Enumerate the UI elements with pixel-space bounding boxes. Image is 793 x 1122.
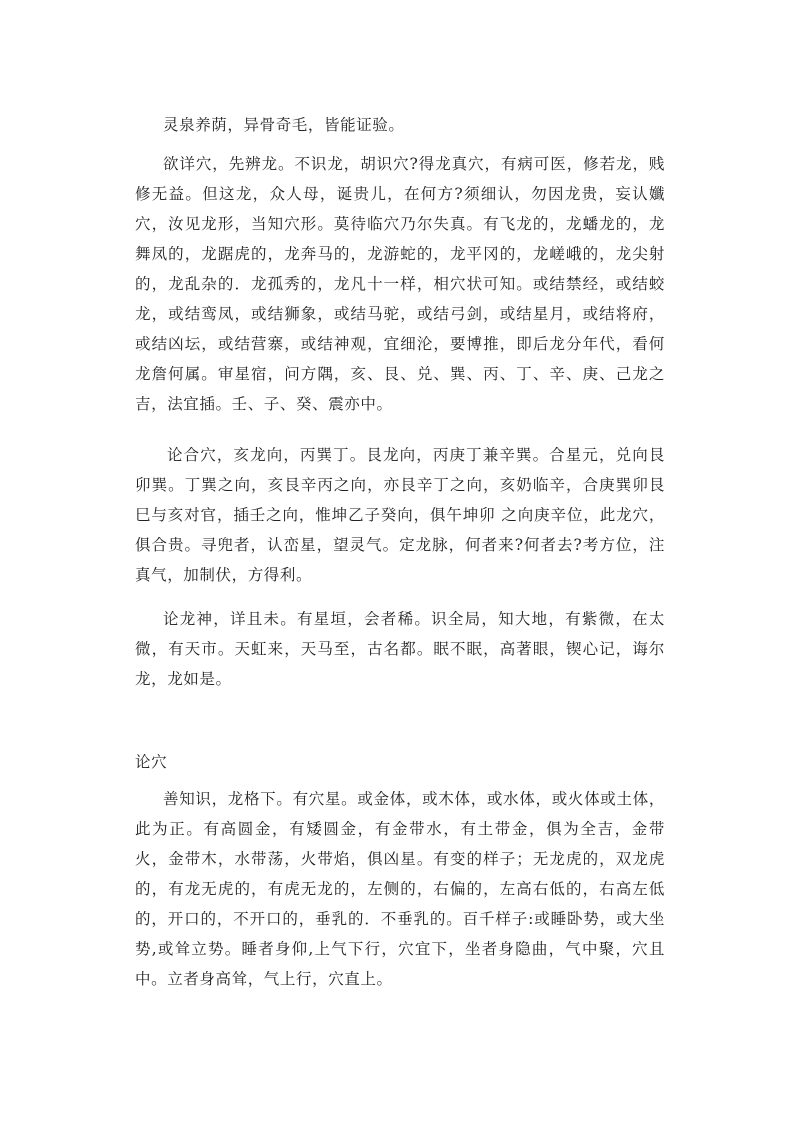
section-paragraph-1: 善知识，龙格下。有穴星。或金体，或木体，或水体，或火体或土体，此为正。有高圆金，有矮圆金，有金带水，有土带金，俱为全吉，金带火，金带木，水带荡，火带焰，俱凶星。有变的样子；无龙虎的，双龙虎的，有龙无虎的，有虎无龙的，左侧的，右偏的，左高右低的，右高左低的，开口的，不开口的，垂乳的．不垂乳的。百千样子:或睡卧势，或大坐势,或耸立势。睡者身仰,上气下行，穴宜下，坐者身隐曲，气中聚，穴且中。立者身高耸，气上行，穴直上。 (135, 790, 665, 988)
paragraph-1: 灵泉养荫，异骨奇毛，皆能证验。 (163, 116, 405, 134)
section-heading: 论穴 (135, 753, 168, 771)
paragraph-3: 论合穴，亥龙向，丙巽丁。艮龙向，丙庚丁兼辛巽。合星元，兑向艮卯巽。丁巽之向，亥艮辛丙之向，亦艮辛丁之向，亥奶临辛，合庚巽卯艮巳与亥对官，插壬之向，惟坤乙子癸向，俱午坤卯 之向庚辛位，此龙穴，俱合贵。寻兜者，认峦星，望灵气。定龙脉，何者来?何者去?考方位，注真气，加制伏，方得利。 (135, 446, 665, 584)
paragraph-4: 论龙神，详且未。有星垣，会者稀。识全局，知大地，有紫微，在太微，有天市。天虹来，天马至，古名都。眠不眠，高著眼，锲心记，诲尔龙，龙如是。 (135, 610, 665, 688)
paragraph-2: 欲详穴，先辨龙。不识龙，胡识穴?得龙真穴，有病可医，修若龙，贱修无益。但这龙，众人母，诞贵儿，在何方?须细认，勿因龙贵，妄认孅穴，汝见龙形，当知穴形。莫待临穴乃尔失真。有飞龙的，龙蟠龙的，龙舞凤的，龙踞虎的，龙奔马的，龙游蛇的，龙平冈的，龙嵯峨的，龙尖射的，龙乱杂的．龙孤秀的，龙凡十一样，相穴状可知。或结禁经，或结蛟龙，或结鸾凤，或结狮象，或结马驼，或结弓剑，或结星月，或结将府，或结凶坛，或结营寨，或结神观，宜细沦，要博推，即后龙分年代，看何龙詹何属。审星宿，问方隅，亥、艮、兑、巽、丙、丁、辛、庚、己龙之吉，法宜插。壬、子、癸、震亦中。 (135, 155, 665, 413)
